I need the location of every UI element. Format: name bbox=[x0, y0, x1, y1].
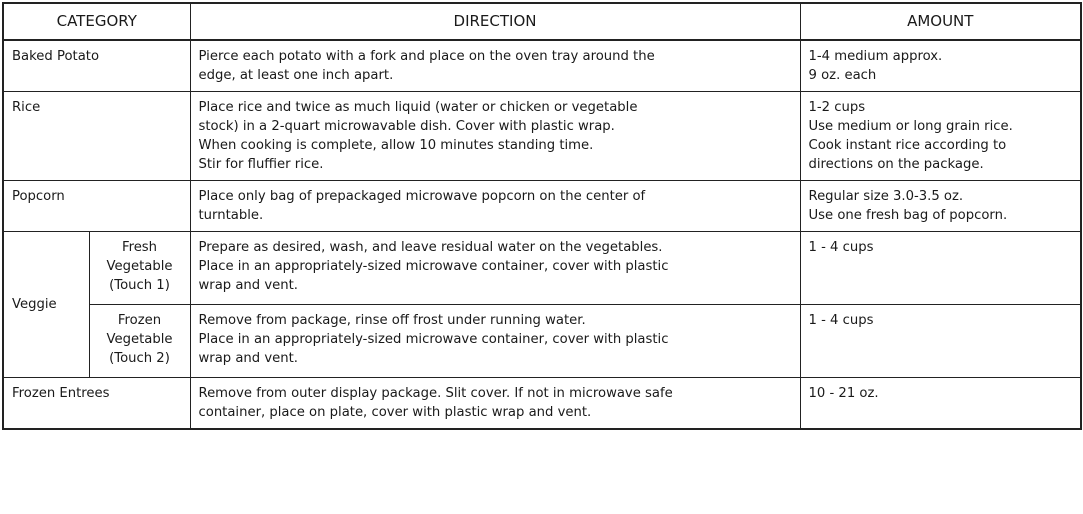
direction-line: wrap and vent. bbox=[198, 278, 298, 293]
amount-line: 1 - 4 cups bbox=[808, 313, 874, 328]
direction-line: edge, at least one inch apart. bbox=[198, 68, 394, 83]
amount-cell bbox=[800, 92, 1081, 181]
amount-line: 9 oz. each bbox=[808, 68, 877, 83]
direction-line: Place rice and twice as much liquid (water or chicken or vegetable bbox=[198, 100, 638, 115]
category-cell: Veggie bbox=[3, 232, 89, 378]
direction-line: Stir for fluffier rice. bbox=[198, 157, 324, 172]
amount-line: 1-2 cups bbox=[808, 100, 866, 115]
header-row bbox=[3, 3, 1081, 40]
direction-line: Place in an appropriately-sized microwave container, cover with plastic bbox=[198, 332, 669, 347]
direction-line: When cooking is complete, allow 10 minutes standing time. bbox=[198, 138, 594, 153]
subcategory-line: (Touch 1) bbox=[109, 278, 170, 293]
category-cell: Frozen Entrees bbox=[3, 378, 190, 430]
subcategory-cell bbox=[89, 305, 190, 378]
subcategory-line: (Touch 2) bbox=[109, 351, 170, 366]
table-row bbox=[3, 181, 1081, 232]
subcategory-line: Vegetable bbox=[106, 259, 173, 274]
direction-line: Remove from package, rinse off frost under running water. bbox=[198, 313, 586, 328]
table-row bbox=[3, 378, 1081, 430]
direction-cell bbox=[190, 378, 800, 430]
direction-line: Place in an appropriately-sized microwave container, cover with plastic bbox=[198, 259, 669, 274]
amount-line: 1-4 medium approx. bbox=[808, 49, 943, 64]
amount-header: AMOUNT bbox=[800, 3, 1081, 40]
amount-cell bbox=[800, 378, 1081, 430]
table-row bbox=[3, 305, 1081, 378]
amount-cell bbox=[800, 181, 1081, 232]
amount-cell bbox=[800, 305, 1081, 378]
amount-line: 1 - 4 cups bbox=[808, 240, 874, 255]
direction-line: Remove from outer display package. Slit cover. If not in microwave safe bbox=[198, 386, 673, 401]
subcategory-line: Vegetable bbox=[106, 332, 173, 347]
amount-cell bbox=[800, 40, 1081, 92]
amount-cell bbox=[800, 232, 1081, 305]
direction-cell bbox=[190, 92, 800, 181]
direction-line: Place only bag of prepackaged microwave popcorn on the center of bbox=[198, 189, 646, 204]
table-row bbox=[3, 232, 1081, 305]
category-cell: Rice bbox=[3, 92, 190, 181]
direction-line: turntable. bbox=[198, 208, 264, 223]
category-cell: Baked Potato bbox=[3, 40, 190, 92]
category-cell: Popcorn bbox=[3, 181, 190, 232]
amount-line: directions on the package. bbox=[808, 157, 984, 172]
amount-line: Use one fresh bag of popcorn. bbox=[808, 208, 1008, 223]
table-row bbox=[3, 92, 1081, 181]
direction-cell bbox=[190, 232, 800, 305]
table-row bbox=[3, 40, 1081, 92]
cooking-guide-table bbox=[2, 2, 1082, 430]
amount-line: Regular size 3.0-3.5 oz. bbox=[808, 189, 964, 204]
direction-line: Pierce each potato with a fork and place on the oven tray around the bbox=[198, 49, 655, 64]
direction-cell bbox=[190, 40, 800, 92]
amount-line: Use medium or long grain rice. bbox=[808, 119, 1013, 134]
direction-header: DIRECTION bbox=[190, 3, 800, 40]
subcategory-line: Frozen bbox=[117, 313, 162, 328]
direction-cell bbox=[190, 181, 800, 232]
category-header: CATEGORY bbox=[3, 3, 190, 40]
subcategory-cell bbox=[89, 232, 190, 305]
direction-line: Prepare as desired, wash, and leave residual water on the vegetables. bbox=[198, 240, 663, 255]
direction-line: container, place on plate, cover with plastic wrap and vent. bbox=[198, 405, 592, 420]
direction-line: stock) in a 2-quart microwavable dish. Cover with plastic wrap. bbox=[198, 119, 615, 134]
direction-line: wrap and vent. bbox=[198, 351, 298, 366]
amount-line: 10 - 21 oz. bbox=[808, 386, 879, 401]
direction-cell bbox=[190, 305, 800, 378]
subcategory-line: Fresh bbox=[121, 240, 158, 255]
amount-line: Cook instant rice according to bbox=[808, 138, 1007, 153]
